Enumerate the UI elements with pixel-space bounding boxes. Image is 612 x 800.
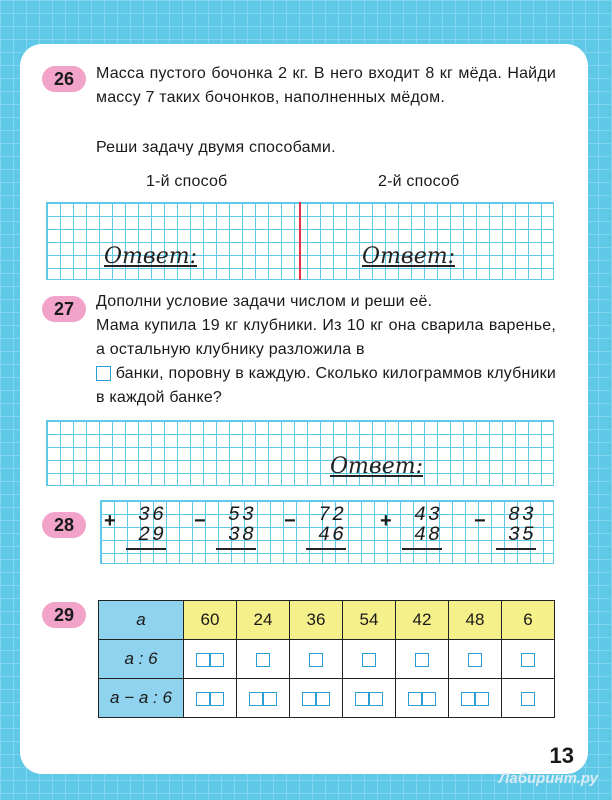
value-cell: 6 xyxy=(502,601,555,640)
operation-sign: − xyxy=(474,510,486,532)
watermark-logo: Лабиринт.ру xyxy=(498,770,598,787)
row-label-a: a xyxy=(99,601,184,640)
task-27-question xyxy=(96,362,556,410)
operation-sign: + xyxy=(104,510,116,532)
task-26-subtext: Реши задачу двумя способами. xyxy=(96,139,336,156)
column-calc-3 xyxy=(306,506,346,552)
column-calc-5 xyxy=(496,506,536,552)
column-calc-2 xyxy=(216,506,256,552)
value-cell: 42 xyxy=(396,601,449,640)
bottom-number: 29 xyxy=(137,524,166,547)
answer-cell[interactable] xyxy=(396,679,449,718)
top-number: 72 xyxy=(317,504,346,527)
task-number-29: 29 xyxy=(42,602,86,628)
top-number: 36 xyxy=(137,504,166,527)
answer-cell[interactable] xyxy=(502,679,555,718)
answer-cell[interactable] xyxy=(237,640,290,679)
method-divider xyxy=(299,202,301,280)
bottom-number: 46 xyxy=(317,524,346,547)
value-cell: 54 xyxy=(343,601,396,640)
operation-sign: − xyxy=(284,510,296,532)
answer-cell[interactable] xyxy=(449,640,502,679)
number-input-box[interactable] xyxy=(96,366,111,381)
bottom-number: 48 xyxy=(413,524,442,547)
answer-cell[interactable] xyxy=(184,679,237,718)
bottom-number: 35 xyxy=(507,524,536,547)
answer-cell[interactable] xyxy=(449,679,502,718)
answer-cell[interactable] xyxy=(290,640,343,679)
sum-line xyxy=(496,548,536,552)
sum-line xyxy=(126,548,166,552)
value-cell: 48 xyxy=(449,601,502,640)
answer-cell[interactable] xyxy=(502,640,555,679)
answer-cell[interactable] xyxy=(184,640,237,679)
answer-cell[interactable] xyxy=(343,640,396,679)
answer-cell[interactable] xyxy=(343,679,396,718)
task-26-answer-label-2: Ответ: xyxy=(362,244,455,269)
task-26-text: Масса пустого бочонка 2 кг. В него входит 8 кг мёда. Найди массу 7 таких бочонков, наполненных мёдом. xyxy=(96,65,556,106)
task-number-27: 27 xyxy=(42,296,86,322)
task-number-26: 26 xyxy=(42,66,86,92)
operation-sign: + xyxy=(380,510,392,532)
answer-cell[interactable] xyxy=(290,679,343,718)
table-row xyxy=(99,601,555,640)
task-27-answer-label: Ответ: xyxy=(330,454,423,479)
sum-line xyxy=(306,548,346,552)
answer-cell[interactable] xyxy=(237,679,290,718)
top-number: 43 xyxy=(413,504,442,527)
task-27-condition: Мама купила 19 кг клубники. Из 10 кг она сварила варенье, а остальную клубнику разложила в xyxy=(96,317,556,358)
row-label-a-minus-a-div-6: a − a : 6 xyxy=(99,679,184,718)
row-label-a-div-6: a : 6 xyxy=(99,640,184,679)
top-number: 83 xyxy=(507,504,536,527)
method-1-label: 1-й способ xyxy=(146,173,228,190)
task-26-answer-label-1: Ответ: xyxy=(104,244,197,269)
operation-sign: − xyxy=(194,510,206,532)
sum-line xyxy=(402,548,442,552)
answer-cell[interactable] xyxy=(396,640,449,679)
value-cell: 60 xyxy=(184,601,237,640)
column-calc-1 xyxy=(126,506,166,552)
top-number: 53 xyxy=(227,504,256,527)
task-number-28: 28 xyxy=(42,512,86,538)
task-27-instruction: Дополни условие задачи числом и реши её. xyxy=(96,293,433,310)
method-2-label: 2-й способ xyxy=(378,173,460,190)
task-27-solution-grid[interactable] xyxy=(46,420,554,486)
value-cell: 24 xyxy=(237,601,290,640)
table-row xyxy=(99,679,555,718)
value-cell: 36 xyxy=(290,601,343,640)
task-29-table xyxy=(98,600,555,718)
page-number: 13 xyxy=(549,743,574,768)
sum-line xyxy=(216,548,256,552)
column-calc-4 xyxy=(402,506,442,552)
bottom-number: 38 xyxy=(227,524,256,547)
table-row xyxy=(99,640,555,679)
task-27-question-text: банки, поровну в каждую. Сколько килограммов клубники в каждой банке? xyxy=(96,365,556,406)
